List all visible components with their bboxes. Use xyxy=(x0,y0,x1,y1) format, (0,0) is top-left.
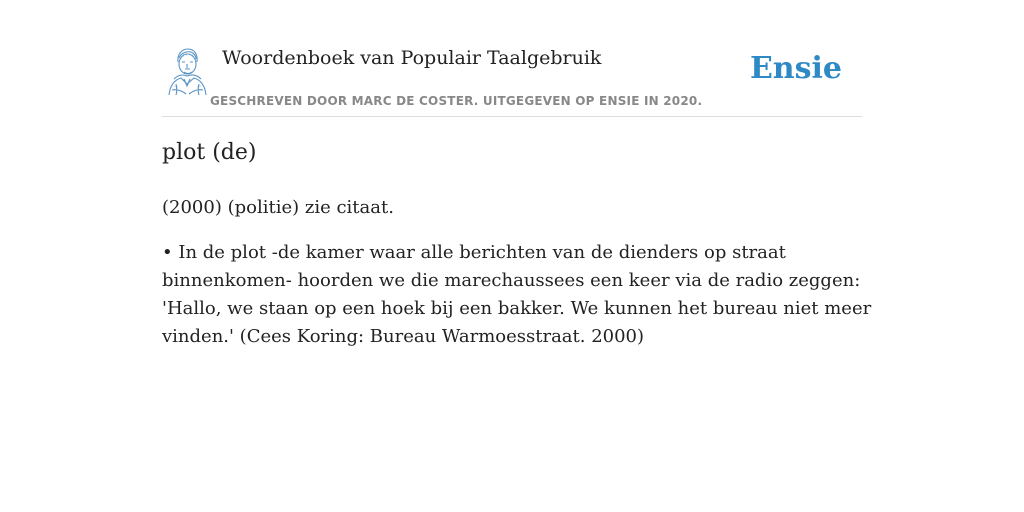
author-portrait-icon xyxy=(164,46,210,96)
dictionary-title[interactable]: Woordenboek van Populair Taalgebruik xyxy=(222,47,602,69)
entry-definition: (2000) (politie) zie citaat. xyxy=(162,197,394,218)
quote-line: 'Hallo, we staan op een hoek bij een bakker. We kunnen het bureau niet meer xyxy=(162,298,872,319)
page xyxy=(162,0,872,512)
quote-line: binnenkomen- hoorden we die marechaussees een keer via de radio zeggen: xyxy=(162,270,861,291)
quote-line: vinden.' (Cees Koring: Bureau Warmoesstraat. 2000) xyxy=(162,326,645,347)
quote-line: • In de plot -de kamer waar alle berichten van de dienders op straat xyxy=(162,242,786,263)
site-header xyxy=(162,40,862,117)
ensie-logo-link[interactable]: Ensie xyxy=(749,51,842,86)
byline: GESCHREVEN DOOR MARC DE COSTER. UITGEGEVEN OP ENSIE IN 2020. xyxy=(210,94,703,108)
entry-headword: plot (de) xyxy=(162,140,257,165)
entry-quote xyxy=(162,239,872,351)
